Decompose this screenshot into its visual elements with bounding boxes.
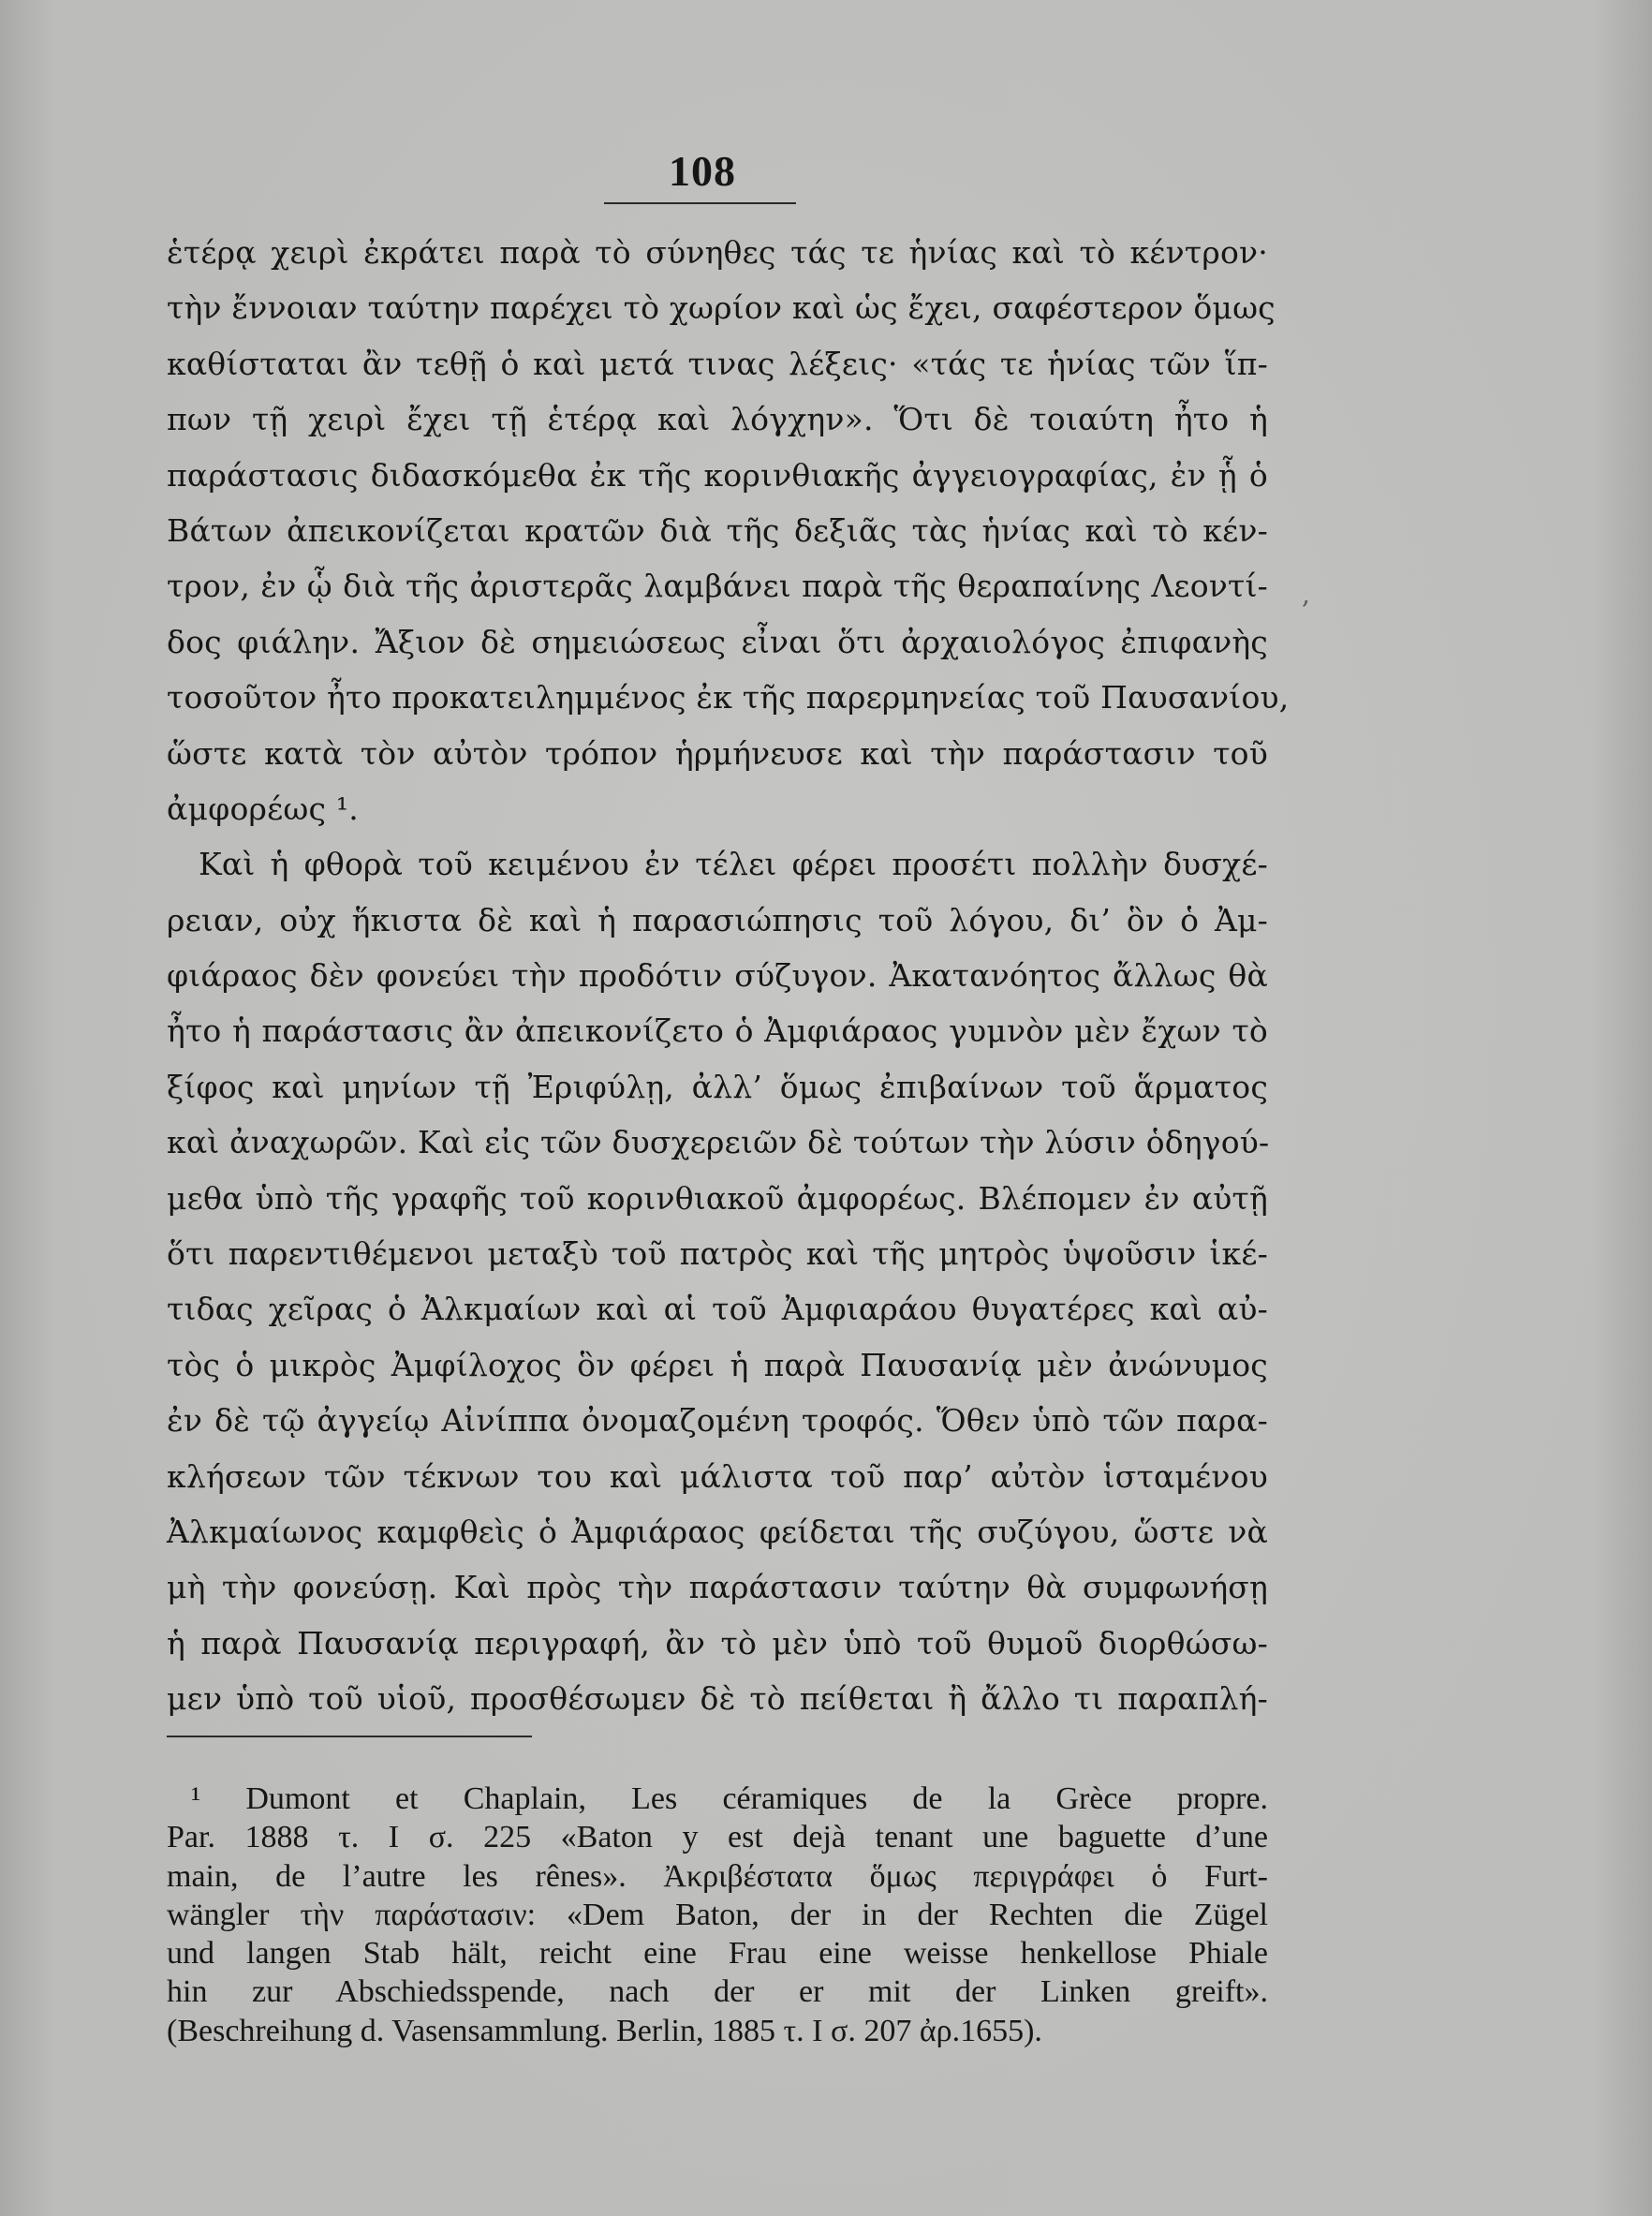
margin-mark: , — [1302, 579, 1310, 610]
footnote-rule — [167, 1736, 532, 1737]
text-line: μεν ὑπὸ τοῦ υἱοῦ, προσθέσωμεν δὲ τὸ πείθεται ἢ ἄλλο τι παραπλή- — [167, 1680, 1268, 1718]
text-line: παράστασις διδασκόμεθα ἐκ τῆς κορινθιακῆς ἀγγειογραφίας, ἐν ᾗ ὁ — [167, 456, 1268, 494]
main-text — [167, 225, 1290, 1727]
footnote-line: hin zur Abschiedsspende, nach der er mit der Linken greift». — [167, 1974, 1268, 2010]
text-line: καὶ ἀναχωρῶν. Καὶ εἰς τῶν δυσχερειῶν δὲ τούτων τὴν λύσιν ὁδηγού- — [167, 1124, 1270, 1161]
text-line: φιάραος δὲν φονεύει τὴν προδότιν σύζυγον. Ἀκατανόητος ἄλλως θὰ — [167, 957, 1268, 995]
text-line: τὴν ἔννοιαν ταύτην παρέχει τὸ χωρίον καὶ ὡς ἔχει, σαφέστερον ὅμως — [167, 289, 1276, 327]
text-line: ἡ παρὰ Παυσανίᾳ περιγραφή, ἂν τὸ μὲν ὑπὸ τοῦ θυμοῦ διορθώσω- — [167, 1624, 1268, 1662]
text-line: τιδας χεῖρας ὁ Ἀλκμαίων καὶ αἱ τοῦ Ἀμφιαράου θυγατέρες καὶ αὐ- — [167, 1291, 1268, 1328]
page-number: 108 — [669, 147, 736, 195]
text-line: τοσοῦτον ἦτο προκατειλημμένος ἐκ τῆς παρερμηνείας τοῦ Παυσανίου, — [167, 679, 1290, 717]
text-line: καθίσταται ἂν τεθῇ ὁ καὶ μετά τινας λέξεις· «τάς τε ἡνίας τῶν ἵπ- — [167, 345, 1268, 382]
text-line: ὥστε κατὰ τὸν αὐτὸν τρόπον ἡρμήνευσε καὶ τὴν παράστασιν τοῦ — [167, 734, 1268, 772]
text-line: δος φιάλην. Ἄξιον δὲ σημειώσεως εἶναι ὅτι ἀρχαιολόγος ἐπιφανὴς — [167, 623, 1268, 660]
text-line: πων τῇ χειρὶ ἔχει τῇ ἑτέρᾳ καὶ λόγχην». Ὅτι δὲ τοιαύτη ἦτο ἡ — [167, 401, 1268, 438]
header-rule — [604, 202, 796, 204]
footnote-line: Par. 1888 τ. I σ. 225 «Baton y est dejà tenant une baguette d’une — [167, 1820, 1268, 1855]
text-line: μεθα ὑπὸ τῆς γραφῆς τοῦ κορινθιακοῦ ἀμφορέως. Βλέπομεν ἐν αὐτῇ — [167, 1179, 1268, 1217]
text-line: τρον, ἐν ᾧ διὰ τῆς ἀριστερᾶς λαμβάνει παρὰ τῆς θεραπαίνης Λεοντί- — [167, 568, 1268, 605]
text-line: ἐν δὲ τῷ ἀγγείῳ Αἰνίππα ὀνομαζομένη τροφός. Ὅθεν ὑπὸ τῶν παρα- — [167, 1402, 1268, 1440]
text-line: κλήσεων τῶν τέκνων του καὶ μάλιστα τοῦ παρ’ αὐτὸν ἱσταμένου — [167, 1457, 1268, 1495]
text-line: Ἀλκμαίωνος καμφθεὶς ὁ Ἀμφιάραος φείδεται τῆς συζύγου, ὥστε νὰ — [167, 1513, 1268, 1550]
text-line: ρειαν, οὐχ ἥκιστα δὲ καὶ ἡ παρασιώπησις τοῦ λόγου, δι’ ὃν ὁ Ἀμ- — [167, 901, 1268, 938]
footnote-line: wängler τὴν παράστασιν: «Dem Baton, der in der Rechten die Zügel — [167, 1897, 1268, 1932]
footnote-line: (Beschreihung d. Vasensammlung. Berlin, 1885 τ. I σ. 207 ἀρ.1655). — [167, 2013, 1042, 2048]
footnote-line: main, de l’autre les rênes». Ἀκριβέστατα ὅμως περιγράφει ὁ Furt- — [167, 1858, 1268, 1894]
footnote-line: und langen Stab hält, reicht eine Frau eine weisse henkellose Phiale — [167, 1936, 1268, 1972]
text-line: Καὶ ἡ φθορὰ τοῦ κειμένου ἐν τέλει φέρει προσέτι πολλὴν δυσχέ- — [199, 846, 1268, 883]
text-line: Βάτων ἀπεικονίζεται κρατῶν διὰ τῆς δεξιᾶς τὰς ἡνίας καὶ τὸ κέν- — [167, 511, 1268, 549]
text-line: ἀμφορέως ¹. — [167, 790, 360, 827]
text-line: μὴ τὴν φονεύσῃ. Καὶ πρὸς τὴν παράστασιν ταύτην θὰ συμφωνήσῃ — [167, 1569, 1268, 1606]
text-line: ὅτι παρεντιθέμενοι μεταξὺ τοῦ πατρὸς καὶ τῆς μητρὸς ὑψοῦσιν ἱκέ- — [167, 1235, 1268, 1273]
text-line: τὸς ὁ μικρὸς Ἀμφίλοχος ὃν φέρει ἡ παρὰ Παυσανίᾳ μὲν ἀνώνυμος — [167, 1346, 1268, 1383]
text-line: ἦτο ἡ παράστασις ἂν ἀπεικονίζετο ὁ Ἀμφιάραος γυμνὸν μὲν ἔχων τὸ — [167, 1012, 1268, 1050]
footnote — [167, 1780, 1268, 2050]
text-line: ξίφος καὶ μηνίων τῇ Ἐριφύλῃ, ἀλλ’ ὅμως ἐπιβαίνων τοῦ ἅρματος — [167, 1068, 1268, 1105]
footnote-line: ¹ Dumont et Chaplain, Les céramiques de la Grèce propre. — [191, 1781, 1268, 1816]
text-line: ἑτέρᾳ χειρὶ ἐκράτει παρὰ τὸ σύνηθες τάς τε ἡνίας καὶ τὸ κέντρον· — [167, 234, 1268, 271]
